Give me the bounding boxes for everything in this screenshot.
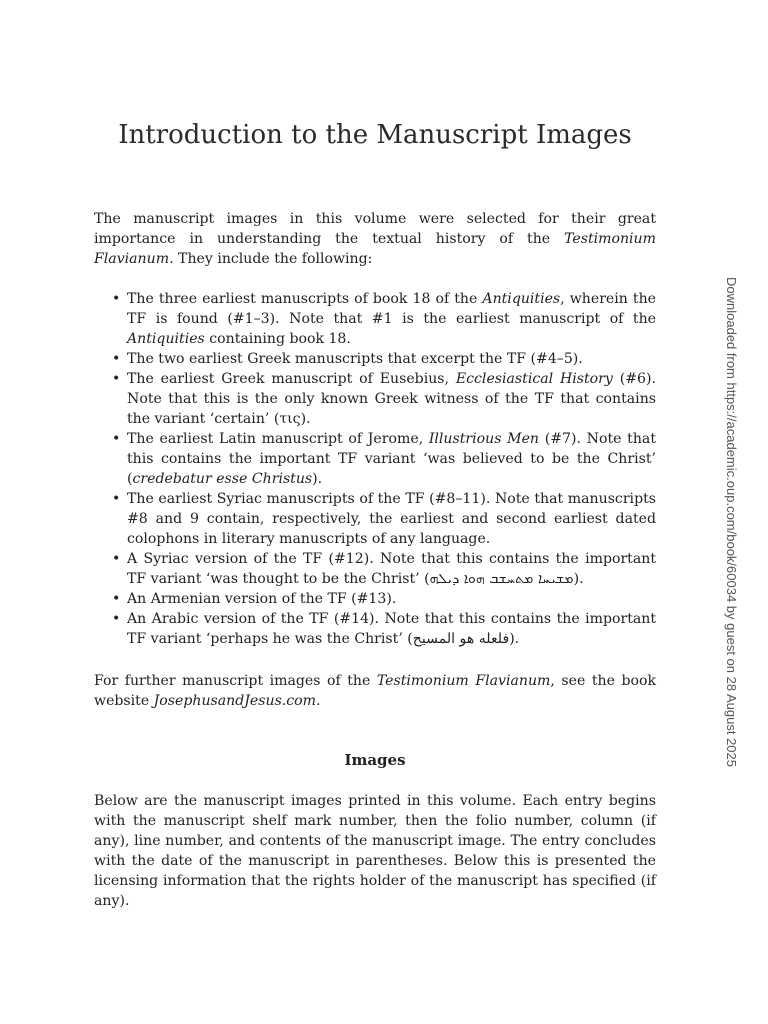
list-item xyxy=(94,369,656,429)
list-item-text: , wherein the TF is found (#1–3). Note that #1 is the earliest manuscript of the xyxy=(127,291,656,327)
list-item-text: ). xyxy=(312,471,323,487)
list-item-text: (#6). Note that this is the only known Greek witness of the TF that contains the variant ‘certain’ (τις). xyxy=(127,371,656,427)
syriac-text: ܡܫܝܚܐ ܡܬܚܫܒ ܗܘܐ ܕܝܠܗ xyxy=(429,571,574,587)
list-item-text: (#7). Note that this contains the important TF variant ‘was believed to be the Christ’ ( xyxy=(127,431,656,487)
list-item-text: The two earliest Greek manuscripts that excerpt the TF (#4–5). xyxy=(127,351,583,367)
list-item-italic: Antiquities xyxy=(482,291,561,307)
further-paragraph xyxy=(94,671,656,711)
list-item xyxy=(94,589,656,609)
list-item-text: The three earliest manuscripts of book 18 of the xyxy=(127,291,483,307)
list-item-text: The earliest Greek manuscript of Eusebius, xyxy=(127,371,456,387)
further-title-italic: Testimonium Flavianum xyxy=(376,673,551,689)
further-text: , see the book website xyxy=(94,673,656,709)
download-watermark: Downloaded from https://academic.oup.com/book/60034 by guest on 28 August 2025 xyxy=(724,277,739,767)
list-item-text: An Arabic version of the TF (#14). Note that this contains the important TF variant ‘perhaps he was the Christ’ ( xyxy=(127,611,656,647)
list-item-text: The earliest Latin manuscript of Jerome, xyxy=(127,431,429,447)
list-item-italic: Ecclesiastical History xyxy=(455,371,613,387)
intro-paragraph xyxy=(94,209,656,269)
list-item-italic: credebatur esse Christus xyxy=(132,471,313,487)
further-text: For further manuscript images of the xyxy=(94,673,377,689)
list-item-text: ). xyxy=(573,571,584,587)
intro-text: The manuscript images in this volume were selected for their great importance in understanding the textual history of the xyxy=(94,211,656,247)
list-item-text: ). xyxy=(509,631,520,647)
website-link: JosephusandJesus.com xyxy=(153,693,317,709)
list-item xyxy=(94,549,656,589)
list-item-text: containing book 18. xyxy=(204,331,351,347)
list-item-italic: Illustrious Men xyxy=(428,431,539,447)
images-paragraph: Below are the manuscript images printed in this volume. Each entry begins with the manuscript shelf mark number, then the folio number, column (if any), line number, and contents of the manuscript image. The entry concludes with the date of the manuscript in parentheses. Below this is presented the licensing information that the rights holder of the manuscript has specified (if any). xyxy=(94,793,656,909)
list-item-text: A Syriac version of the TF (#12). Note that this contains the important TF variant ‘was thought to be the Christ’ ( xyxy=(127,551,656,587)
list-item xyxy=(94,349,656,369)
images-heading: Images xyxy=(344,751,406,769)
list-item xyxy=(94,609,656,649)
list-item xyxy=(94,489,656,549)
intro-title-italic: Testimonium Flavianum xyxy=(94,231,656,267)
list-item xyxy=(94,429,656,489)
list-item-text: The earliest Syriac manuscripts of the TF (#8–11). Note that manuscripts #8 and 9 contain, respectively, the earliest and second earliest dated colophons in literary manuscripts of any language. xyxy=(127,491,656,547)
list-item-text: An Armenian version of the TF (#13). xyxy=(127,591,397,607)
page-title: Introduction to the Manuscript Images xyxy=(118,120,632,150)
further-text-end: . xyxy=(316,693,321,709)
list-item-italic: Antiquities xyxy=(127,331,205,347)
list-item xyxy=(94,289,656,349)
intro-text-end: . They include the following: xyxy=(169,251,373,267)
arabic-text: فلعله هو المسيح xyxy=(412,631,510,647)
manuscript-list xyxy=(94,289,656,649)
